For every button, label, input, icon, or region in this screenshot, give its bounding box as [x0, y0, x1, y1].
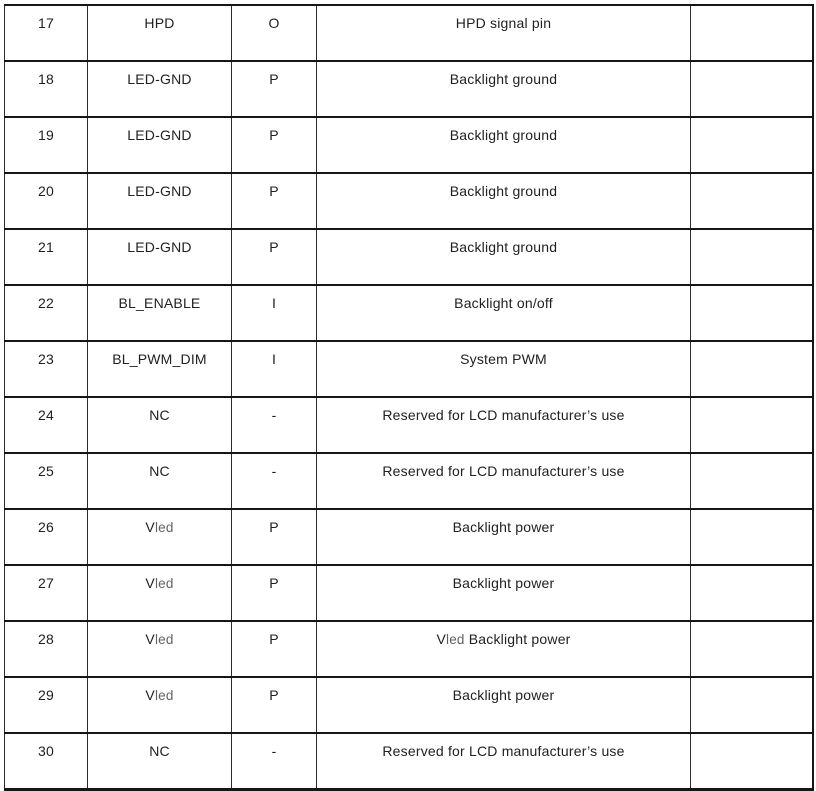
pin-number-cell: 26 [5, 509, 88, 565]
table-row [5, 285, 813, 341]
table-row [5, 621, 813, 677]
table-row [5, 733, 813, 790]
pin-number-cell: 29 [5, 677, 88, 733]
pin-number-cell: 27 [5, 565, 88, 621]
remark-cell [691, 565, 813, 621]
table-row [5, 397, 813, 453]
signal-name-cell: LED-GND [88, 229, 232, 285]
remark-cell [691, 173, 813, 229]
io-type-cell: - [232, 453, 317, 509]
remark-cell [691, 733, 813, 790]
io-type-cell: P [232, 229, 317, 285]
table-row [5, 509, 813, 565]
remark-cell [691, 229, 813, 285]
io-type-cell: P [232, 61, 317, 117]
signal-name-cell: LED-GND [88, 61, 232, 117]
signal-name-cell: NC [88, 453, 232, 509]
description-cell: Reserved for LCD manufacturer’s use [317, 397, 691, 453]
signal-name-cell: NC [88, 733, 232, 790]
signal-name-cell: LED-GND [88, 117, 232, 173]
remark-cell [691, 509, 813, 565]
io-type-cell: O [232, 5, 317, 61]
remark-cell [691, 621, 813, 677]
pin-number-cell: 18 [5, 61, 88, 117]
remark-cell [691, 285, 813, 341]
description-cell: Backlight power [317, 565, 691, 621]
vled-subscript: led [154, 576, 174, 591]
description-cell: Backlight ground [317, 229, 691, 285]
signal-name-cell: LED-GND [88, 173, 232, 229]
remark-cell [691, 677, 813, 733]
vled-subscript: led [154, 688, 174, 703]
table-body [5, 5, 813, 790]
io-type-cell: P [232, 621, 317, 677]
signal-name-cell: NC [88, 397, 232, 453]
io-type-cell: - [232, 733, 317, 790]
pin-number-cell: 17 [5, 5, 88, 61]
description-cell: System PWM [317, 341, 691, 397]
table-row [5, 61, 813, 117]
pin-number-cell: 28 [5, 621, 88, 677]
signal-name-cell: BL_ENABLE [88, 285, 232, 341]
signal-name-cell: BL_PWM_DIM [88, 341, 232, 397]
description-cell: Backlight ground [317, 117, 691, 173]
table-row [5, 453, 813, 509]
vled-subscript: led [154, 520, 174, 535]
description-cell: Backlight power [317, 509, 691, 565]
pin-number-cell: 23 [5, 341, 88, 397]
pin-assignment-table [4, 4, 814, 791]
io-type-cell: - [232, 397, 317, 453]
table-row [5, 229, 813, 285]
io-type-cell: P [232, 173, 317, 229]
table-row [5, 565, 813, 621]
remark-cell [691, 117, 813, 173]
table-row [5, 5, 813, 61]
signal-name-cell: Vled [88, 621, 232, 677]
pin-number-cell: 30 [5, 733, 88, 790]
pin-number-cell: 24 [5, 397, 88, 453]
io-type-cell: P [232, 117, 317, 173]
table-row [5, 173, 813, 229]
signal-name-cell: Vled [88, 509, 232, 565]
signal-name-cell: Vled [88, 677, 232, 733]
table-row [5, 341, 813, 397]
pin-number-cell: 22 [5, 285, 88, 341]
description-cell: Reserved for LCD manufacturer’s use [317, 453, 691, 509]
io-type-cell: P [232, 677, 317, 733]
remark-cell [691, 453, 813, 509]
signal-name-cell: Vled [88, 565, 232, 621]
remark-cell [691, 341, 813, 397]
io-type-cell: I [232, 341, 317, 397]
description-cell: Backlight ground [317, 61, 691, 117]
vled-subscript: led [154, 632, 174, 647]
description-cell: Backlight power [317, 677, 691, 733]
pin-number-cell: 19 [5, 117, 88, 173]
table-row [5, 677, 813, 733]
vled-subscript: led [446, 632, 465, 647]
io-type-cell: P [232, 509, 317, 565]
description-cell: HPD signal pin [317, 5, 691, 61]
description-cell: Vled Backlight power [317, 621, 691, 677]
remark-cell [691, 397, 813, 453]
description-cell: Backlight on/off [317, 285, 691, 341]
io-type-cell: P [232, 565, 317, 621]
pin-number-cell: 21 [5, 229, 88, 285]
pin-number-cell: 20 [5, 173, 88, 229]
pin-number-cell: 25 [5, 453, 88, 509]
remark-cell [691, 61, 813, 117]
signal-name-cell: HPD [88, 5, 232, 61]
table-row [5, 117, 813, 173]
description-cell: Backlight ground [317, 173, 691, 229]
io-type-cell: I [232, 285, 317, 341]
description-cell: Reserved for LCD manufacturer’s use [317, 733, 691, 790]
remark-cell [691, 5, 813, 61]
